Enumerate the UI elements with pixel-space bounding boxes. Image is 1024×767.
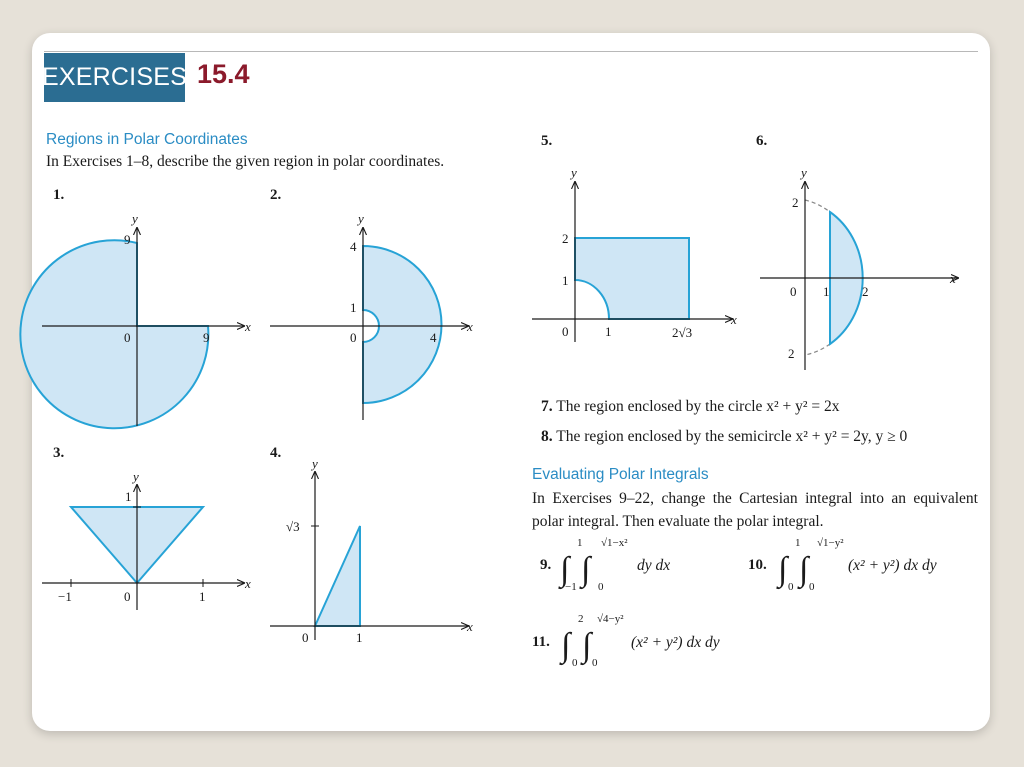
integral-11-outer-lower: 0 [572,657,578,669]
figure-3-label-1-right: 1 [199,589,206,604]
figure-2-label-1: 1 [350,300,357,315]
figure-3-label-neg1: −1 [58,589,72,604]
integral-10-number: 10. [748,557,767,573]
figure-6-label-1: 1 [823,284,830,299]
figure-5-label-2sqrt3: 2√3 [672,325,693,340]
figure-3-axis-y: y [133,469,139,484]
figure-4-number: 4. [270,445,282,461]
integral-11-number: 11. [532,634,550,650]
integral-9-outer-upper: 1 [577,537,583,549]
figure-6-dashed-arc-bottom [805,344,830,355]
figure-1-label-0: 0 [124,330,131,345]
integral-9-outer-lower: −1 [565,581,577,593]
svg-text:∫: ∫ [778,551,788,588]
svg-text:∫: ∫ [581,551,591,588]
integral-10-outer-upper: 1 [795,537,801,549]
exercise-8 [541,428,907,446]
svg-text:∫: ∫ [582,627,592,664]
figure-1-label-9-right: 9 [203,330,210,345]
integral-10-outer-lower: 0 [788,581,794,593]
integral-9-inner-lower: 0 [598,581,604,593]
figure-1-number: 1. [53,187,65,203]
integral-9-number: 9. [540,557,552,573]
exercises-header: EXERCISES [44,53,185,102]
svg-text:∫: ∫ [561,627,571,664]
figure-3-label-1-top: 1 [125,489,132,504]
figure-4-label-sqrt3: √3 [286,519,300,534]
figure-3 [42,469,251,610]
section-instruction-regions: In Exercises 1–8, describe the given region in polar coordinates. [46,153,445,170]
figure-6-number: 6. [756,133,768,149]
figure-2-number: 2. [270,187,282,203]
integral-10-signs [776,551,811,590]
figure-6-axis-x: x [950,271,956,286]
figure-1-region [20,240,208,428]
svg-text:∫: ∫ [799,551,809,588]
figure-2-axis-y: y [358,211,364,226]
figure-2 [270,211,473,420]
figure-6-label-2-bottom: 2 [788,346,795,361]
figure-4-axis-y: y [312,456,318,471]
exercise-8-number: 8. [541,428,553,445]
integral-11-integrand: (x² + y²) dx dy [631,634,720,651]
figure-6-axis-y: y [801,165,807,180]
figure-2-axis-x: x [467,319,473,334]
figure-2-region [363,246,442,403]
integral-11-inner-lower: 0 [592,657,598,669]
integral-9-inner-upper: √1−x² [601,537,628,549]
figure-4-axis-x: x [467,619,473,634]
figure-5-label-0: 0 [562,324,569,339]
figure-1-label-9-top: 9 [124,232,131,247]
figure-6 [760,165,958,370]
figure-2-label-4-right: 4 [430,330,437,345]
svg-text:∫: ∫ [560,551,570,588]
integral-11-outer-upper: 2 [578,613,584,625]
section-title-polar-regions: Regions in Polar Coordinates [46,131,248,148]
figure-5-number: 5. [541,133,553,149]
integral-10-inner-upper: √1−y² [817,537,844,549]
figure-1 [20,211,251,428]
figure-5-label-2: 2 [562,231,569,246]
figure-1-axis-y: y [132,211,138,226]
figure-4-region [315,526,360,626]
exercise-7 [541,398,840,416]
figure-6-dashed-arc-top [805,200,830,212]
integral-9-integrand: dy dx [637,557,671,574]
figure-5-label-1-y: 1 [562,273,569,288]
integral-10-inner-lower: 0 [809,581,815,593]
section-instruction-integrals-line1: In Exercises 9–22, change the Cartesian integral into an equivalent [532,490,978,507]
section-instruction-integrals-line2: polar integral. Then evaluate the polar integral. [532,513,824,530]
figure-1-axis-x: x [245,319,251,334]
figure-6-label-2-top: 2 [792,195,799,210]
figure-4 [270,456,473,645]
figure-5-region [575,238,689,319]
figure-2-label-4-top: 4 [350,239,357,254]
figure-3-label-0: 0 [124,589,131,604]
figure-3-axis-x: x [245,576,251,591]
exercise-7-text: The region enclosed by the circle x² + y² = 2x [556,398,840,415]
figure-5-label-1-x: 1 [605,324,612,339]
integral-10-integrand: (x² + y²) dx dy [848,557,937,574]
figure-2-label-0: 0 [350,330,357,345]
section-title-polar-integrals: Evaluating Polar Integrals [532,466,709,483]
exercise-8-text: The region enclosed by the semicircle x² + y² = 2y, y ≥ 0 [556,428,908,445]
figure-5-axis-x: x [731,312,737,327]
exercise-7-number: 7. [541,398,553,415]
figure-5-axis-y: y [571,165,577,180]
section-number: 15.4 [197,59,250,89]
figure-6-label-2-x: 2 [862,284,869,299]
figure-4-label-1: 1 [356,630,363,645]
figure-3-number: 3. [53,445,65,461]
figure-5 [532,165,737,342]
figure-4-label-0: 0 [302,630,309,645]
integral-11-inner-upper: √4−y² [597,613,624,625]
figure-6-label-0: 0 [790,284,797,299]
